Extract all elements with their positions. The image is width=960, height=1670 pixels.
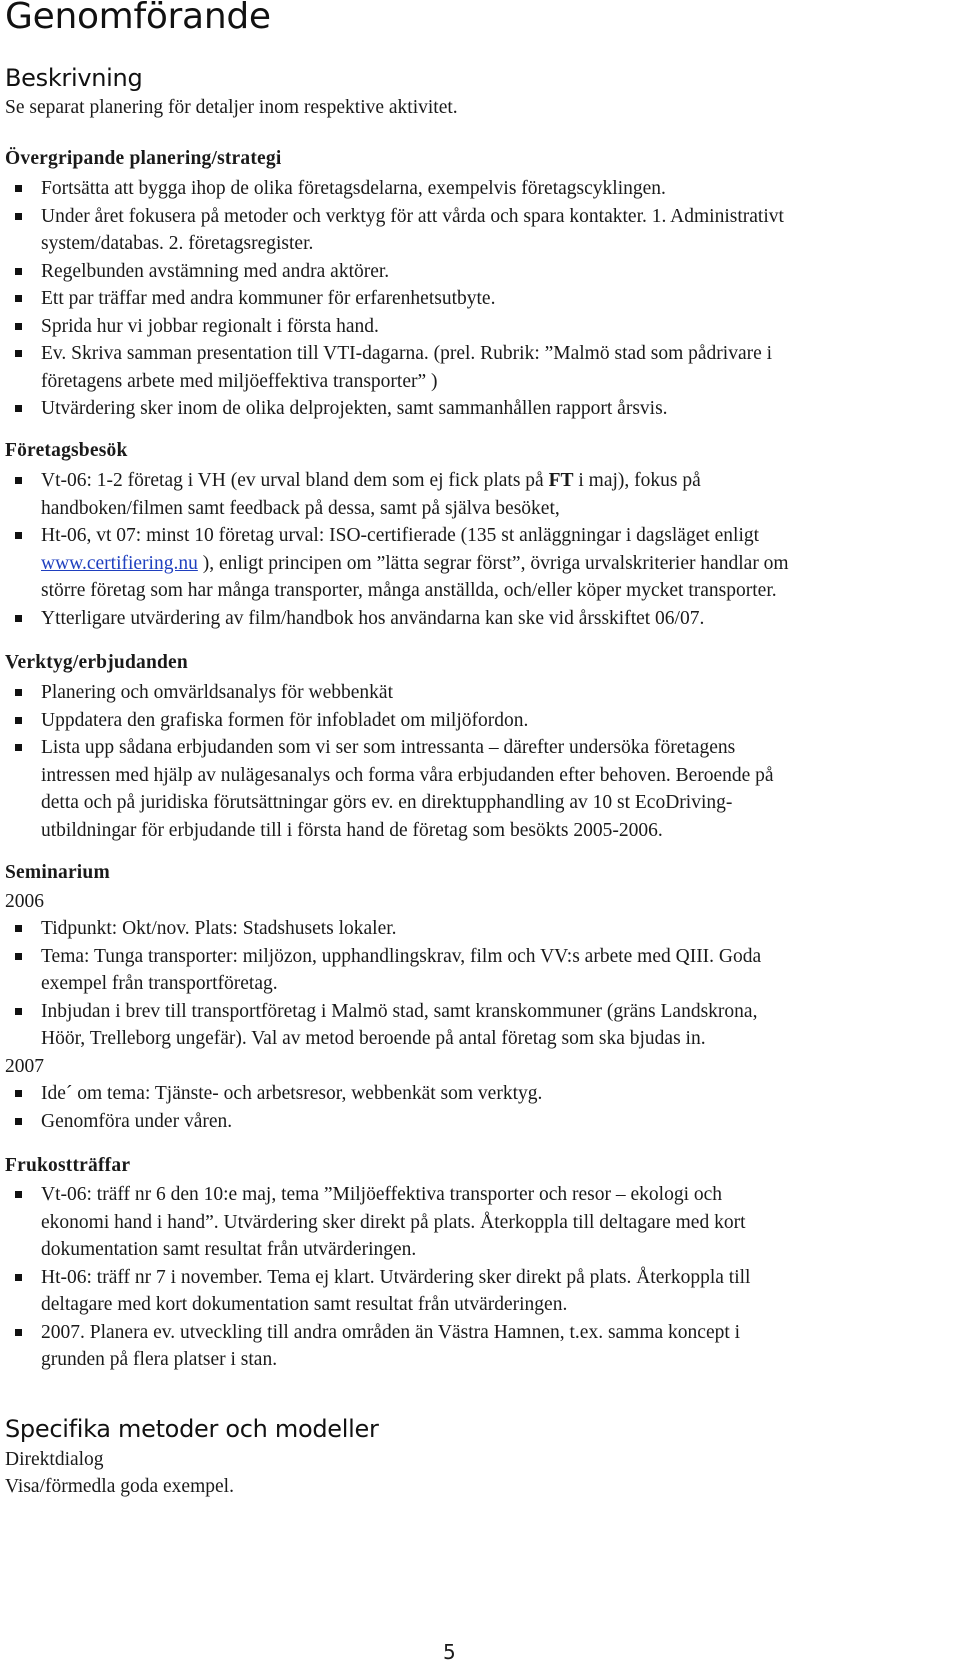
- bullet-icon: [15, 689, 22, 696]
- verktyg-heading: Verktyg/erbjudanden: [5, 652, 188, 673]
- list-item: Regelbunden avstämning med andra aktörer.: [5, 258, 940, 286]
- strategi-list: [5, 175, 940, 423]
- bullet-icon: [15, 477, 22, 484]
- bullet-icon: [15, 615, 22, 622]
- bullet-icon: [15, 323, 22, 330]
- list-item: 2007. Planera ev. utveckling till andra områden än Västra Hamnen, t.ex. samma koncept i grunden på flera platser i stan.: [5, 1319, 940, 1374]
- list-item: Fortsätta att bygga ihop de olika företagsdelarna, exempelvis företagscyklingen.: [5, 175, 940, 203]
- specifika-heading: Specifika metoder och modeller: [5, 1415, 379, 1443]
- list-item: Ide´ om tema: Tjänste- och arbetsresor, webbenkät som verktyg.: [5, 1080, 940, 1108]
- strategi-heading: Övergripande planering/strategi: [5, 148, 282, 169]
- seminarium-2007-list: [5, 1080, 940, 1135]
- specifika-line-2: Visa/förmedla goda exempel.: [5, 1476, 234, 1497]
- bullet-icon: [15, 1090, 22, 1097]
- foretagsbesok-list: [5, 467, 940, 632]
- bullet-icon: [15, 717, 22, 724]
- page-title: Genomförande: [5, 0, 271, 37]
- bullet-icon: [15, 1274, 22, 1281]
- bullet-icon: [15, 268, 22, 275]
- bullet-icon: [15, 532, 22, 539]
- list-item: Tidpunkt: Okt/nov. Plats: Stadshusets lokaler.: [5, 915, 940, 943]
- list-item: Genomföra under våren.: [5, 1108, 940, 1136]
- bullet-icon: [15, 213, 22, 220]
- bullet-icon: [15, 1191, 22, 1198]
- list-item: Ev. Skriva samman presentation till VTI-dagarna. (prel. Rubrik: ”Malmö stad som pådrivare i företagens arbete med miljöeffektiva transporter” ): [5, 340, 940, 395]
- list-item: Under året fokusera på metoder och verktyg för att vårda och spara kontakter. 1. Administrativt system/databas. 2. företagsregister.: [5, 203, 940, 258]
- certifiering-link[interactable]: www.certifiering.nu: [41, 552, 198, 574]
- list-item: Planering och omvärldsanalys för webbenkät: [5, 679, 940, 707]
- frukost-list: [5, 1181, 940, 1374]
- bullet-icon: [15, 185, 22, 192]
- list-item: Ytterligare utvärdering av film/handbok hos användarna kan ske vid årsskiftet 06/07.: [5, 605, 940, 633]
- list-item: Lista upp sådana erbjudanden som vi ser som intressanta – därefter undersöka företagens intressen med hjälp av nulägesanalys och forma våra erbjudanden efter behoven. Beroende på detta och på juridiska förutsättningar görs ev. en direktupphandling av 10 st EcoDriving- utbildningar för erbjudande till i första hand de företag som besökts 2005-2006.: [5, 734, 940, 844]
- bullet-icon: [15, 1008, 22, 1015]
- bullet-icon: [15, 405, 22, 412]
- specifika-line-1: Direktdialog: [5, 1449, 104, 1470]
- list-item: Sprida hur vi jobbar regionalt i första hand.: [5, 313, 940, 341]
- seminarium-year-2007: 2007: [5, 1056, 44, 1077]
- seminarium-year-2006: 2006: [5, 891, 44, 912]
- list-item: Ht-06: träff nr 7 i november. Tema ej klart. Utvärdering sker direkt på plats. Återkoppla till deltagare med kort dokumentation samt resultat från utvärderingen.: [5, 1264, 940, 1319]
- foretagsbesok-heading: Företagsbesök: [5, 440, 128, 461]
- bullet-icon: [15, 295, 22, 302]
- list-item: Vt-06: träff nr 6 den 10:e maj, tema ”Miljöeffektiva transporter och resor – ekologi och ekonomi hand i hand”. Utvärdering sker direkt på plats. Återkoppla till deltagare med kort dokumentation samt resultat från utvärderingen.: [5, 1181, 940, 1264]
- bullet-icon: [15, 1118, 22, 1125]
- seminarium-2006-list: [5, 915, 940, 1053]
- list-item: Tema: Tunga transporter: miljözon, upphandlingskrav, film och VV:s arbete med QIII. Goda exempel från transportföretag.: [5, 943, 940, 998]
- bullet-icon: [15, 350, 22, 357]
- seminarium-heading: Seminarium: [5, 862, 110, 883]
- bullet-icon: [15, 1329, 22, 1336]
- frukost-heading: Frukostträffar: [5, 1155, 131, 1176]
- bullet-icon: [15, 953, 22, 960]
- verktyg-list: [5, 679, 940, 844]
- list-item: Vt-06: 1-2 företag i VH (ev urval bland dem som ej fick plats på FT i maj), fokus på handboken/filmen samt feedback på dessa, samt på själva besöket,: [5, 467, 940, 522]
- bullet-icon: [15, 744, 22, 751]
- list-item: Ht-06, vt 07: minst 10 företag urval: ISO-certifierade (135 st anläggningar i dagsläget enligt www.certifiering.nu ), enligt principen om ”lätta segrar först”, övriga urvalskriterier handlar om större företag som har många transporter, många anställda, och/eller köper mycket transporter.: [5, 522, 940, 605]
- list-item: Uppdatera den grafiska formen för infobladet om miljöfordon.: [5, 707, 940, 735]
- list-item: Utvärdering sker inom de olika delprojekten, samt sammanhållen rapport årsvis.: [5, 395, 940, 423]
- beskrivning-heading: Beskrivning: [5, 64, 143, 92]
- beskrivning-text: Se separat planering för detaljer inom respektive aktivitet.: [5, 97, 458, 118]
- list-item: Inbjudan i brev till transportföretag i Malmö stad, samt kranskommuner (gräns Landskrona, Höör, Trelleborg ungefär). Val av metod beroende på antal företag som ska bjudas in.: [5, 998, 940, 1053]
- bullet-icon: [15, 925, 22, 932]
- page-number: 5: [443, 1640, 456, 1664]
- list-item: Ett par träffar med andra kommuner för erfarenhetsutbyte.: [5, 285, 940, 313]
